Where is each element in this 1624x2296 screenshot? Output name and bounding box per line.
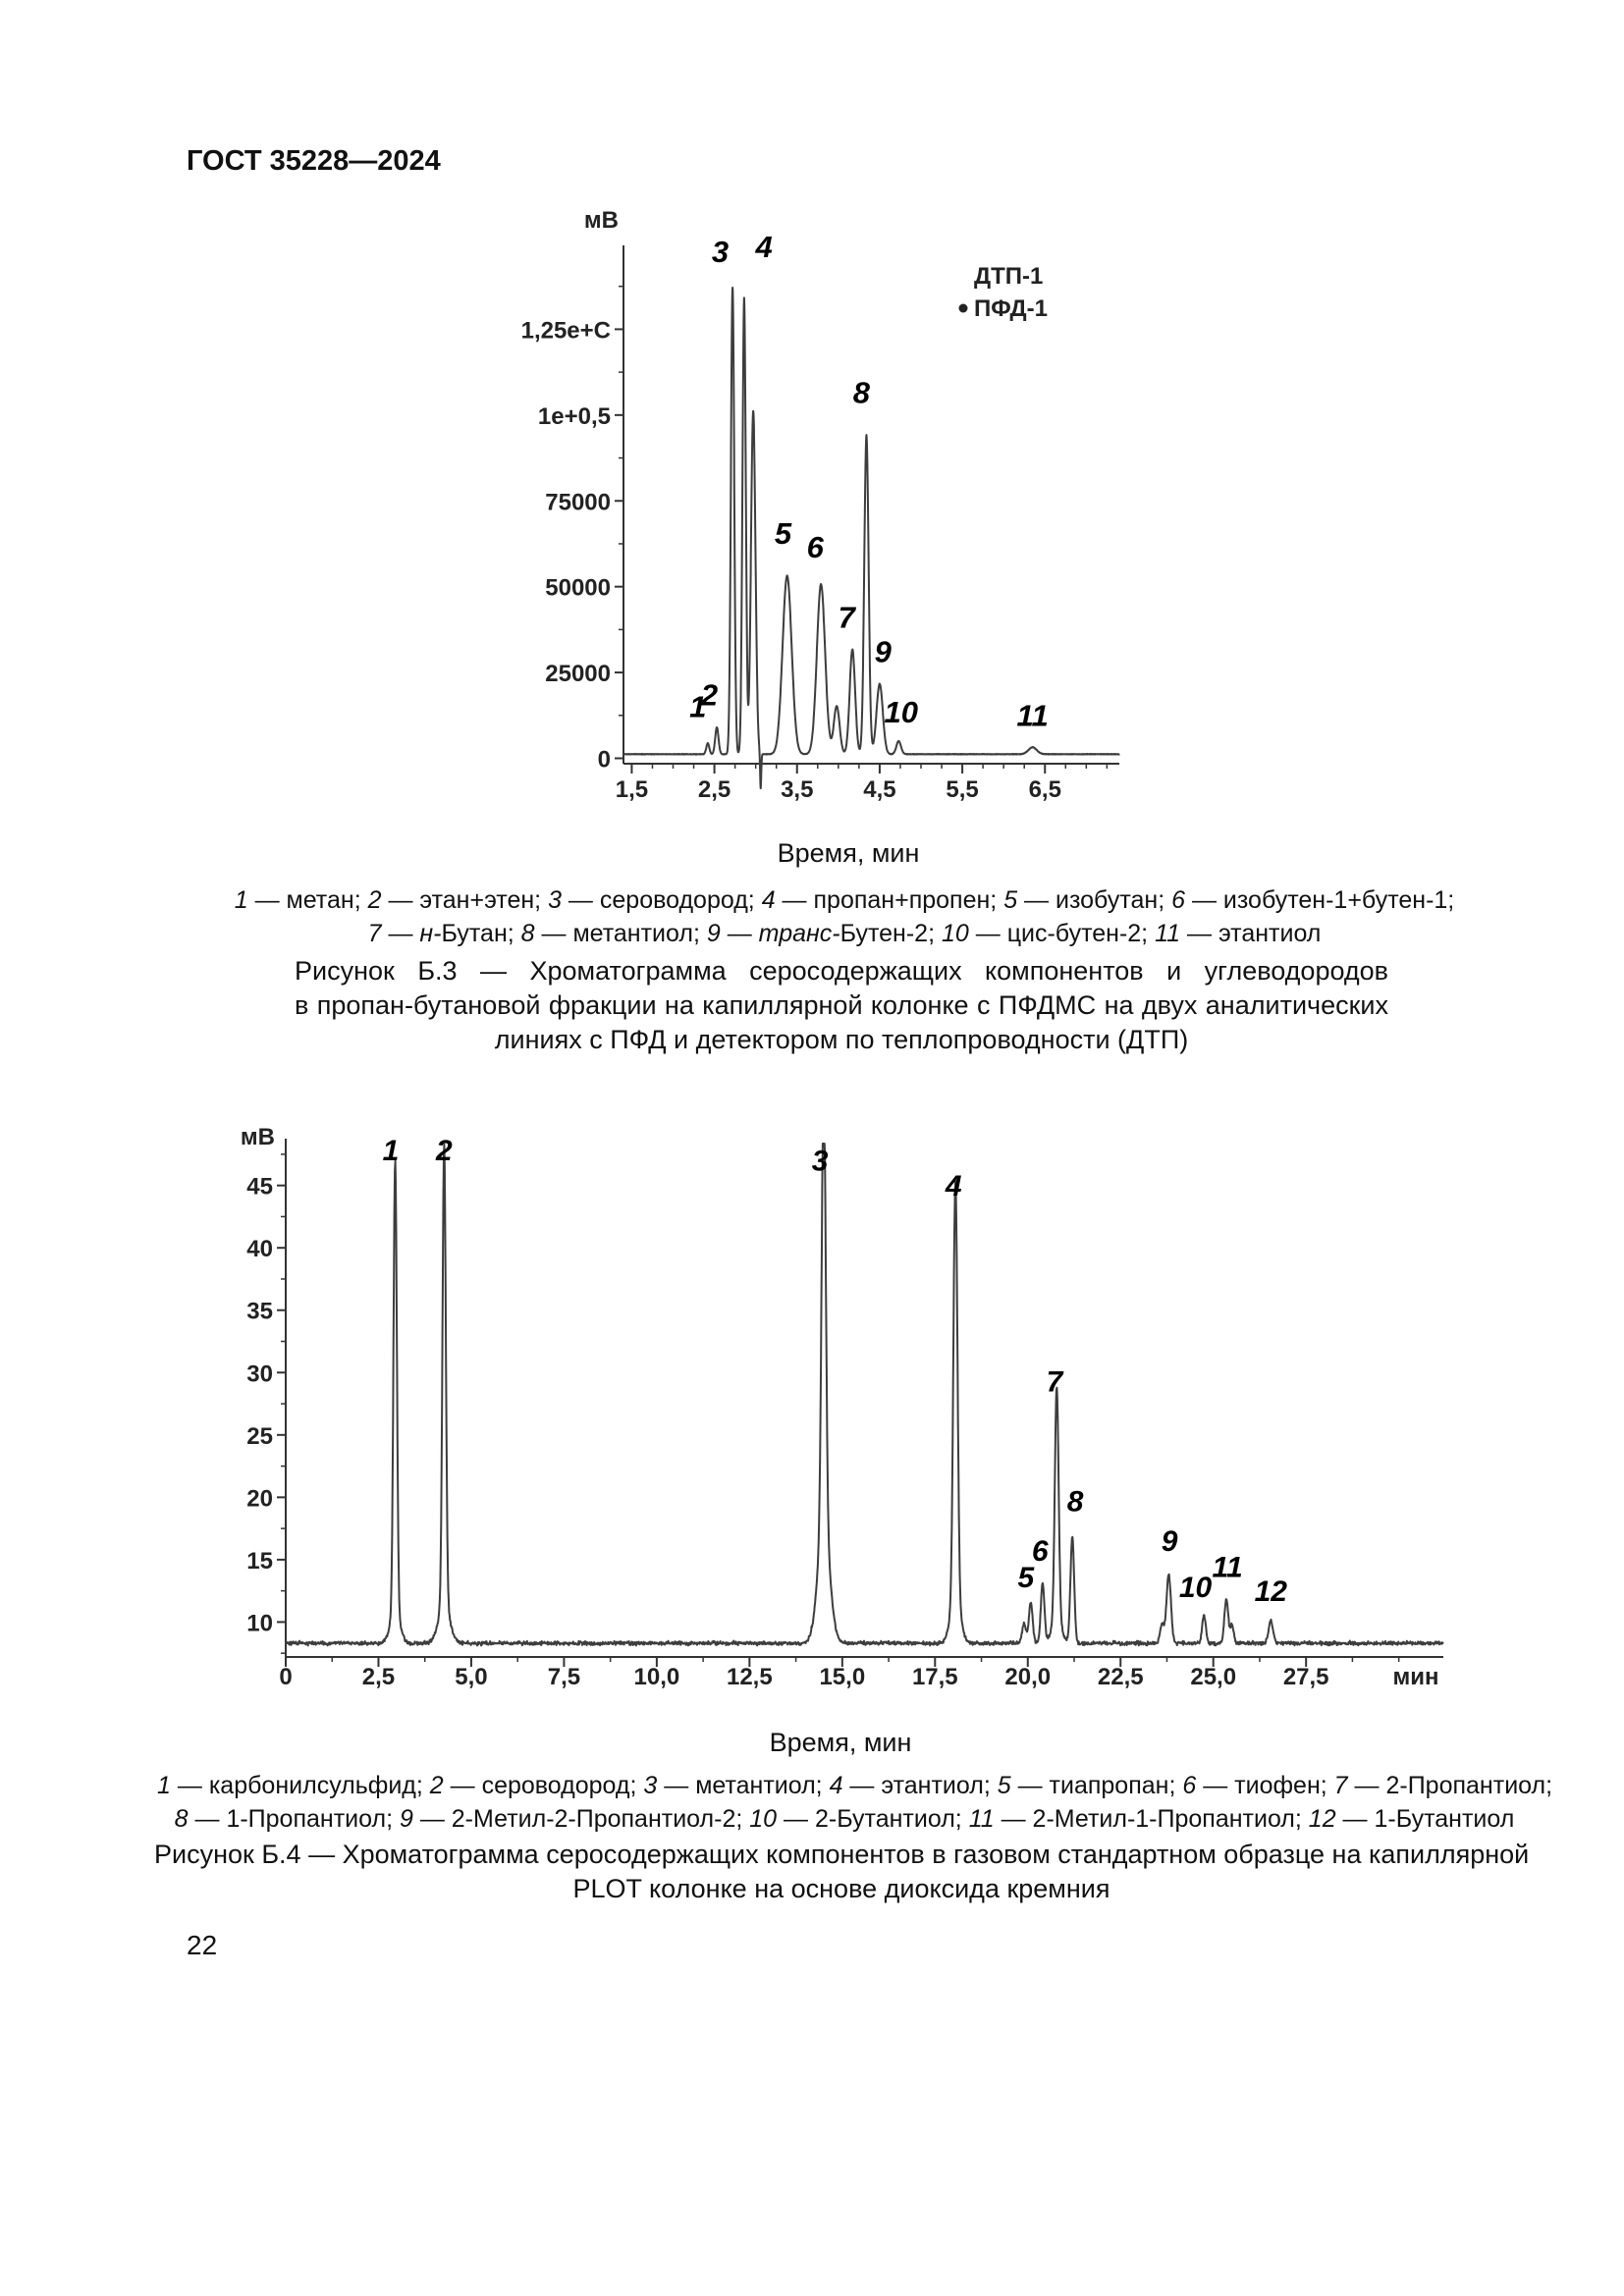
- svg-text:45: 45: [246, 1173, 273, 1201]
- figure-b3-peak-list: 1 — метан; 2 — этан+этен; 3 — сероводород; 4 — пропан+пропен; 5 — изобутан; 6 — изобутен-1+бутен-1; 7 — н-Бутан; 8 — метантиол; 9 — транс-Бутен-2; 10 — цис-бутен-2; 11 — этантиол: [234, 886, 1455, 947]
- figure-b4-caption: Рисунок Б.4 — Хроматограмма серосодержащих компонентов в газовом стандартном образце на капиллярной PLOT колонке на основе диоксида кремния: [154, 1840, 1530, 1904]
- svg-text:27,5: 27,5: [1282, 1664, 1329, 1690]
- peak-label-1: 1: [689, 689, 707, 724]
- peak-label-2: 2: [436, 1135, 453, 1168]
- svg-text:30: 30: [246, 1361, 273, 1388]
- legend-entry: ПФД-1: [974, 295, 1048, 322]
- svg-text:1,5: 1,5: [615, 776, 649, 803]
- peak-label-11: 11: [1016, 698, 1049, 733]
- peak-label-2: 2: [700, 677, 719, 713]
- svg-text:15,0: 15,0: [819, 1664, 866, 1690]
- signal-trace: [286, 1144, 1443, 1645]
- peak-label-4: 4: [945, 1169, 962, 1202]
- peak-label-1: 1: [382, 1135, 400, 1168]
- figure-b4-peak-list: 1 — карбонилсульфид; 2 — сероводород; 3 — метантиол; 4 — этантиол; 5 — тиапропан; 6 — тиофен; 7 — 2-Пропантиол; 8 — 1-Пропантиол; 9 — 2-Метил-2-Пропантиол-2; 10 — 2-Бутантиол; 11 — 2-Метил-1-Пропантиол; 12 — 1-Бутантиол: [157, 1772, 1553, 1833]
- peak-label-3: 3: [711, 235, 730, 270]
- svg-text:22,5: 22,5: [1097, 1664, 1144, 1690]
- svg-text:5,5: 5,5: [946, 776, 979, 803]
- peak-label-10: 10: [884, 694, 919, 729]
- peak-label-12: 12: [1254, 1575, 1287, 1608]
- svg-text:25,0: 25,0: [1190, 1664, 1237, 1690]
- svg-text:20: 20: [246, 1485, 273, 1513]
- svg-text:0: 0: [279, 1664, 293, 1690]
- svg-text:20,0: 20,0: [1004, 1664, 1052, 1690]
- peak-label-10: 10: [1178, 1572, 1213, 1605]
- peak-label-7: 7: [838, 600, 855, 635]
- y-axis-unit: мВ: [583, 207, 619, 234]
- svg-text:7,5: 7,5: [547, 1664, 581, 1690]
- svg-text:2,5: 2,5: [361, 1664, 396, 1690]
- legend-entry: ДТП-1: [974, 263, 1044, 290]
- x-axis-title: Время, мин: [777, 838, 920, 868]
- svg-text:10,0: 10,0: [633, 1664, 680, 1690]
- peak-label-8: 8: [1066, 1485, 1084, 1519]
- peak-label-9: 9: [874, 634, 892, 669]
- svg-text:40: 40: [246, 1236, 273, 1263]
- svg-text:1,25e+C: 1,25e+C: [520, 317, 611, 345]
- y-axis-unit: мВ: [240, 1124, 275, 1150]
- svg-text:35: 35: [246, 1298, 273, 1325]
- peak-label-9: 9: [1161, 1524, 1178, 1558]
- svg-text:1e+0,5: 1e+0,5: [537, 402, 611, 430]
- svg-text:6,5: 6,5: [1028, 776, 1061, 803]
- page-number: 22: [187, 1930, 218, 1960]
- peak-label-6: 6: [806, 529, 824, 564]
- peak-label-4: 4: [755, 229, 773, 264]
- legend-marker-dot: [959, 304, 968, 313]
- signal-trace: [623, 288, 1119, 788]
- figure-b3-caption: Рисунок Б.3 — Хроматограмма серосодержащих компонентов и углеводородов в пропан-бутановой фракции на капиллярной колонке с ПФДМС на двух аналитических линиях с ПФД и детектором по теплопроводности (ДТП): [295, 956, 1388, 1055]
- peak-label-11: 11: [1212, 1551, 1243, 1584]
- svg-text:17,5: 17,5: [911, 1664, 958, 1690]
- svg-text:0: 0: [597, 746, 611, 774]
- chromatogram-b4: [241, 1124, 1443, 1757]
- svg-text:4,5: 4,5: [863, 776, 896, 803]
- svg-text:2,5: 2,5: [697, 776, 731, 803]
- x-axis-title: Время, мин: [769, 1728, 912, 1757]
- chromatogram-b3: [521, 207, 1119, 868]
- svg-text:25000: 25000: [545, 661, 611, 688]
- document-header: ГОСТ 35228—2024: [187, 145, 441, 177]
- svg-text:10: 10: [246, 1610, 273, 1637]
- svg-text:15: 15: [246, 1547, 273, 1575]
- svg-text:5,0: 5,0: [455, 1664, 488, 1690]
- svg-text:50000: 50000: [545, 574, 611, 602]
- svg-text:12,5: 12,5: [726, 1664, 773, 1690]
- svg-text:мин: мин: [1392, 1664, 1439, 1690]
- peak-label-5: 5: [774, 515, 792, 551]
- peak-label-8: 8: [852, 375, 871, 410]
- svg-text:3,5: 3,5: [781, 776, 814, 803]
- svg-text:75000: 75000: [545, 489, 611, 516]
- peak-label-3: 3: [811, 1145, 829, 1178]
- peak-label-7: 7: [1046, 1365, 1063, 1399]
- svg-text:25: 25: [246, 1422, 273, 1450]
- peak-label-5: 5: [1017, 1561, 1035, 1594]
- peak-label-6: 6: [1031, 1535, 1049, 1569]
